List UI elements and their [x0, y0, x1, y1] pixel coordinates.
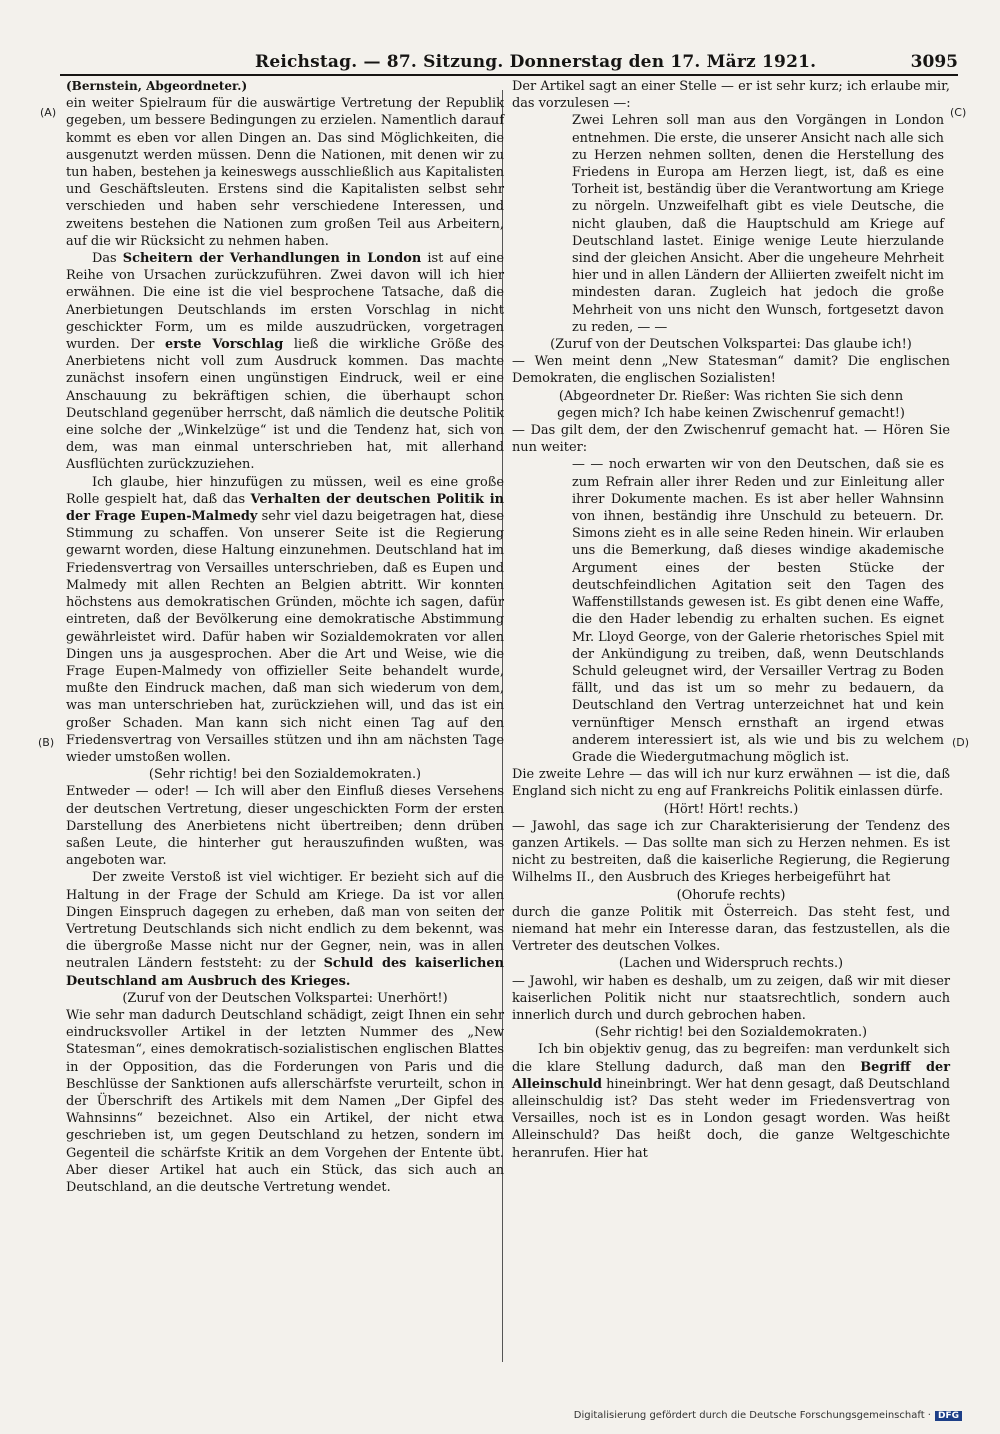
right-column — [512, 78, 950, 1162]
quotation: Zwei Lehren soll man aus den Vorgängen in London entnehmen. Die erste, die unserer Ansicht nach alle sich zu Herzen nehmen sollten, denen die Herstellung des Friedens in Europa am Herzen liegt, ist, daß es eine Torheit ist, beständig über die Verantwortung am Kriege zu nörgeln. Unzweifelhaft gibt es viele Deutsche, die nicht glauben, daß die Hauptschuld am Kriege auf Deutschland lastet. Einige wenige Leute hierzulande sind der gleichen Ansicht. Aber die ungeheure Mehrheit hier und in allen Ländern der Alliierten zweifelt nicht im mindesten daran. Zugleich hat jedoch die große Mehrheit von uns nicht den Wunsch, fortgesetzt davon zu reden, — — — [572, 113, 944, 335]
interjection: (Sehr richtig! bei den Sozialdemokraten.) — [594, 1025, 868, 1041]
left-column — [66, 78, 504, 1196]
paragraph: Das Scheitern der Verhandlungen in London ist auf eine Reihe von Ursachen zurückzuführen. Zwei davon will ich hier erwähnen. Die eine ist die viel besprochene Tatsache, daß die Anerbietungen Deutschlands im ersten Vorschlag in nicht geschickter Form, um es milde auszudrücken, vorgetragen wurden. Der erste Vorschlag ließ die wirkliche Größe des Anerbietens nicht voll zum Ausdruck kommen. Das machte zunächst insofern einen ungünstigen Eindruck, weil er eine Anschauung zu bekräftigen schien, die überhaupt schon Deutschland gegenüber herrscht, daß nämlich die deutsche Politik eine solche der „Winkelzüge“ ist und die Tendenz hat, sich von dem, was man einmal unterschrieben hat, mit allerhand Ausflüchten zurückzuziehen. — [66, 251, 505, 473]
paragraph: Wie sehr man dadurch Deutschland schädigt, zeigt Ihnen ein sehr eindrucksvoller Artikel in der letzten Nummer des „New Statesman“, eines demokratisch-sozialistischen englischen Blattes in der Opposition, das die Forderungen von Paris und die Beschlüsse der Sanktionen aufs allerschärfste verurteilt, schon in der Überschrift des Artikels mit dem Namen „Der Gipfel des Wahnsinns“ bezeichnet. Also ein Artikel, der nicht etwa geschrieben ist, um gegen Deutschland zu hetzen, sondern im Gegenteil die schärfste Kritik an dem Vorgehen der Entente übt. Aber dieser Artikel hat auch ein Stück, das sich auch an Deutschland, an die deutsche Vertretung wendet. — [66, 1007, 504, 1195]
footer-credit — [574, 1410, 962, 1421]
margin-marker-d: (D) — [952, 736, 970, 749]
emphasis: Schuld des kaiserlichen Deutschland am Ausbruch des Krieges. — [66, 956, 504, 989]
interjection: (Lachen und Widerspruch rechts.) — [618, 956, 844, 972]
paragraph: Die zweite Lehre — das will ich nur kurz erwähnen — ist die, daß England sich nicht zu eng auf Frankreichs Politik einlassen dürfe. — [512, 767, 950, 800]
paragraph: Ich glaube, hier hinzufügen zu müssen, weil es eine große Rolle gespielt hat, daß das Verhalten der deutschen Politik in der Frage Eupen-Malmedy sehr viel dazu beigetragen hat, diese Stimmung zu schaffen. Von unserer Seite ist die Regierung gewarnt worden, diese Haltung einzunehmen. Deutschland hat im Friedensvertrag von Versailles unterschrieben, daß es Eupen und Malmedy mit allen Rechten an Belgien abtritt. Wir konnten höchstens aus demokratischen Gründen, möchte ich sagen, dafür eintreten, daß der Bevölkerung eine demokratische Abstimmung gewährleistet wird. Dafür haben wir Sozialdemokraten vor allen Dingen uns ja ausgesprochen. Aber die Art und Weise, wie die Frage Eupen-Malmedy von offizieller Seite behandelt wurde, mußte den Eindruck machen, daß man sich wiederum von dem, was man unterschrieben hat, zurückziehen will, und das ist ein großer Schaden. Man kann sich nicht einen Tag auf den Friedensvertrag von Versailles stützen und ihn am nächsten Tage wieder umstoßen wollen. — [66, 474, 505, 765]
paragraph: Der Artikel sagt an einer Stelle — er ist sehr kurz; ich erlaube mir, das vorzulesen —: — [512, 79, 950, 112]
paragraph: ein weiter Spielraum für die auswärtige Vertretung der Republik gegeben, um bessere Bedingungen zu erzielen. Namentlich darauf kommt es eben vor allen Dingen an. Das sind Möglichkeiten, die ausgenutzt werden müssen. Denn die Nationen, mit denen wir zu tun haben, bestehen ja keineswegs ausschließlich aus Kapitalisten und Geschäftsleuten. Erstens sind die Kapitalisten selbst sehr verschieden und haben sehr verschiedene Interessen, und zweitens bestehen die Nationen zum großen Teil aus Arbeitern, auf die wir Rücksicht zu nehmen haben. — [66, 96, 504, 249]
paragraph: durch die ganze Politik mit Österreich. Das steht fest, und niemand hat mehr ein Interesse daran, das festzustellen, als die Vertreter des deutschen Volkes. — [512, 904, 950, 955]
header-title: Reichstag. — 87. Sitzung. Donnerstag den 17. März 1921. — [255, 52, 817, 72]
paragraph: Ich bin objektiv genug, das zu begreifen: man verdunkelt sich die klare Stellung dadurch, daß man den Begriff der Alleinschuld hineinbringt. Wer hat denn gesagt, daß Deutschland alleinschuldig ist? Das steht weder im Friedensvertrag von Versailles, noch ist es in London gesagt worden. Was heißt Alleinschuld? Das heißt doch, die ganze Weltgeschichte heranrufen. Hier hat — [512, 1042, 950, 1161]
quotation: — — noch erwarten wir von den Deutschen, daß sie es zum Refrain aller ihrer Reden und zur Einleitung aller ihrer Dokumente machen. Es ist aber heller Wahnsinn von ihnen, beständig ihre Unschuld zu beteuern. Dr. Simons zieht es in alle seine Reden hinein. Wir erlauben uns die Bemerkung, daß dieses windige akademische Argument eines der besten Stücke der deutschfeindlichen Agitation seit den Tagen des Waffenstillstands gewesen ist. Es gibt denen eine Waffe, die den Hader lebendig zu erhalten suchen. Es eignet Mr. Lloyd George, von der Galerie rhetorisches Spiel mit der Ankündigung zu treiben, daß, wenn Deutschlands Schuld geleugnet wird, der Versailler Vertrag zu Boden fällt, und das ist um so mehr zu bedauern, da Deutschland den Vertrag unterzeichnet hat und kein vernünftiger Mensch ernsthaft an irgend etwas anderem interessiert ist, als wie und bis zu welchem Grade die Wiedergutmachung möglich ist. — [572, 457, 944, 765]
margin-marker-c: (C) — [950, 106, 967, 119]
interjection: (Hört! Hört! rechts.) — [663, 801, 799, 817]
paragraph: — Wen meint denn „New Statesman“ damit? Die englischen Demokraten, die englischen Sozialisten! — [512, 354, 950, 387]
interjection: (Ohorufe rechts) — [676, 887, 786, 903]
emphasis: Begriff der Alleinschuld — [512, 1059, 950, 1092]
speaker-label: (Bernstein, Abgeordneter.) — [66, 79, 248, 93]
paragraph: Der zweite Verstoß ist viel wichtiger. Er bezieht sich auf die Haltung in der Frage der Schuld am Kriege. Da ist vor allen Dingen Einspruch dagegen zu erheben, daß man von seiten der Vertretung Deutschlands sich nicht endlich zu dem bekennt, was die übergroße Masse nicht nur der Gegner, nein, was in allen neutralen Ländern feststeht: zu der Schuld des kaiserlichen Deutschland am Ausbruch des Krieges. — [66, 870, 504, 989]
footer-text: Digitalisierung gefördert durch die Deutsche Forschungsgemeinschaft · — [573, 1410, 931, 1421]
interjection: (Zuruf von der Deutschen Volkspartei: Das glaube ich!) — [550, 337, 912, 353]
paragraph: Entweder — oder! — Ich will aber den Einfluß dieses Versehens der deutschen Vertretung, dieser ungeschickten Form der ersten Darstellung des Anerbietens nicht übertreiben; denn drüben saßen Leute, die hinterher gut herauszufinden wußten, was angeboten war. — [66, 784, 504, 869]
margin-marker-b: (B) — [38, 736, 55, 749]
interjection: (Zuruf von der Deutschen Volkspartei: Unerhört!) — [122, 990, 448, 1006]
emphasis: Scheitern der Verhandlungen in London — [122, 251, 422, 267]
emphasis: Verhalten der deutschen Politik in der Frage Eupen-Malmedy — [66, 491, 504, 525]
page-number: 3095 — [910, 52, 958, 72]
paragraph: — Das gilt dem, der den Zwischenruf gemacht hat. — Hören Sie nun weiter: — [512, 423, 950, 456]
paragraph: — Jawohl, das sage ich zur Charakterisierung der Tendenz des ganzen Artikels. — Das sollte man sich zu Herzen nehmen. Es ist nicht zu bestreiten, daß die kaiserliche Regierung, die Regierung Wilhelms II., den Ausbruch des Krieges herbeigeführt hat — [512, 818, 950, 886]
header-rule — [60, 74, 958, 76]
margin-marker-a: (A) — [40, 106, 57, 119]
emphasis: erste Vorschlag — [165, 337, 284, 353]
interjection: (Abgeordneter Dr. Rießer: Was richten Sie sich denn gegen mich? Ich habe keinen Zwischenruf gemacht!) — [557, 388, 905, 421]
dfg-logo: DFG — [935, 1411, 962, 1421]
paragraph: — Jawohl, wir haben es deshalb, um zu zeigen, daß wir mit dieser kaiserlichen Politik nicht nur staatsrechtlich, sondern auch innerlich durch und durch gebrochen haben. — [512, 973, 950, 1023]
interjection: (Sehr richtig! bei den Sozialdemokraten.) — [148, 767, 422, 783]
